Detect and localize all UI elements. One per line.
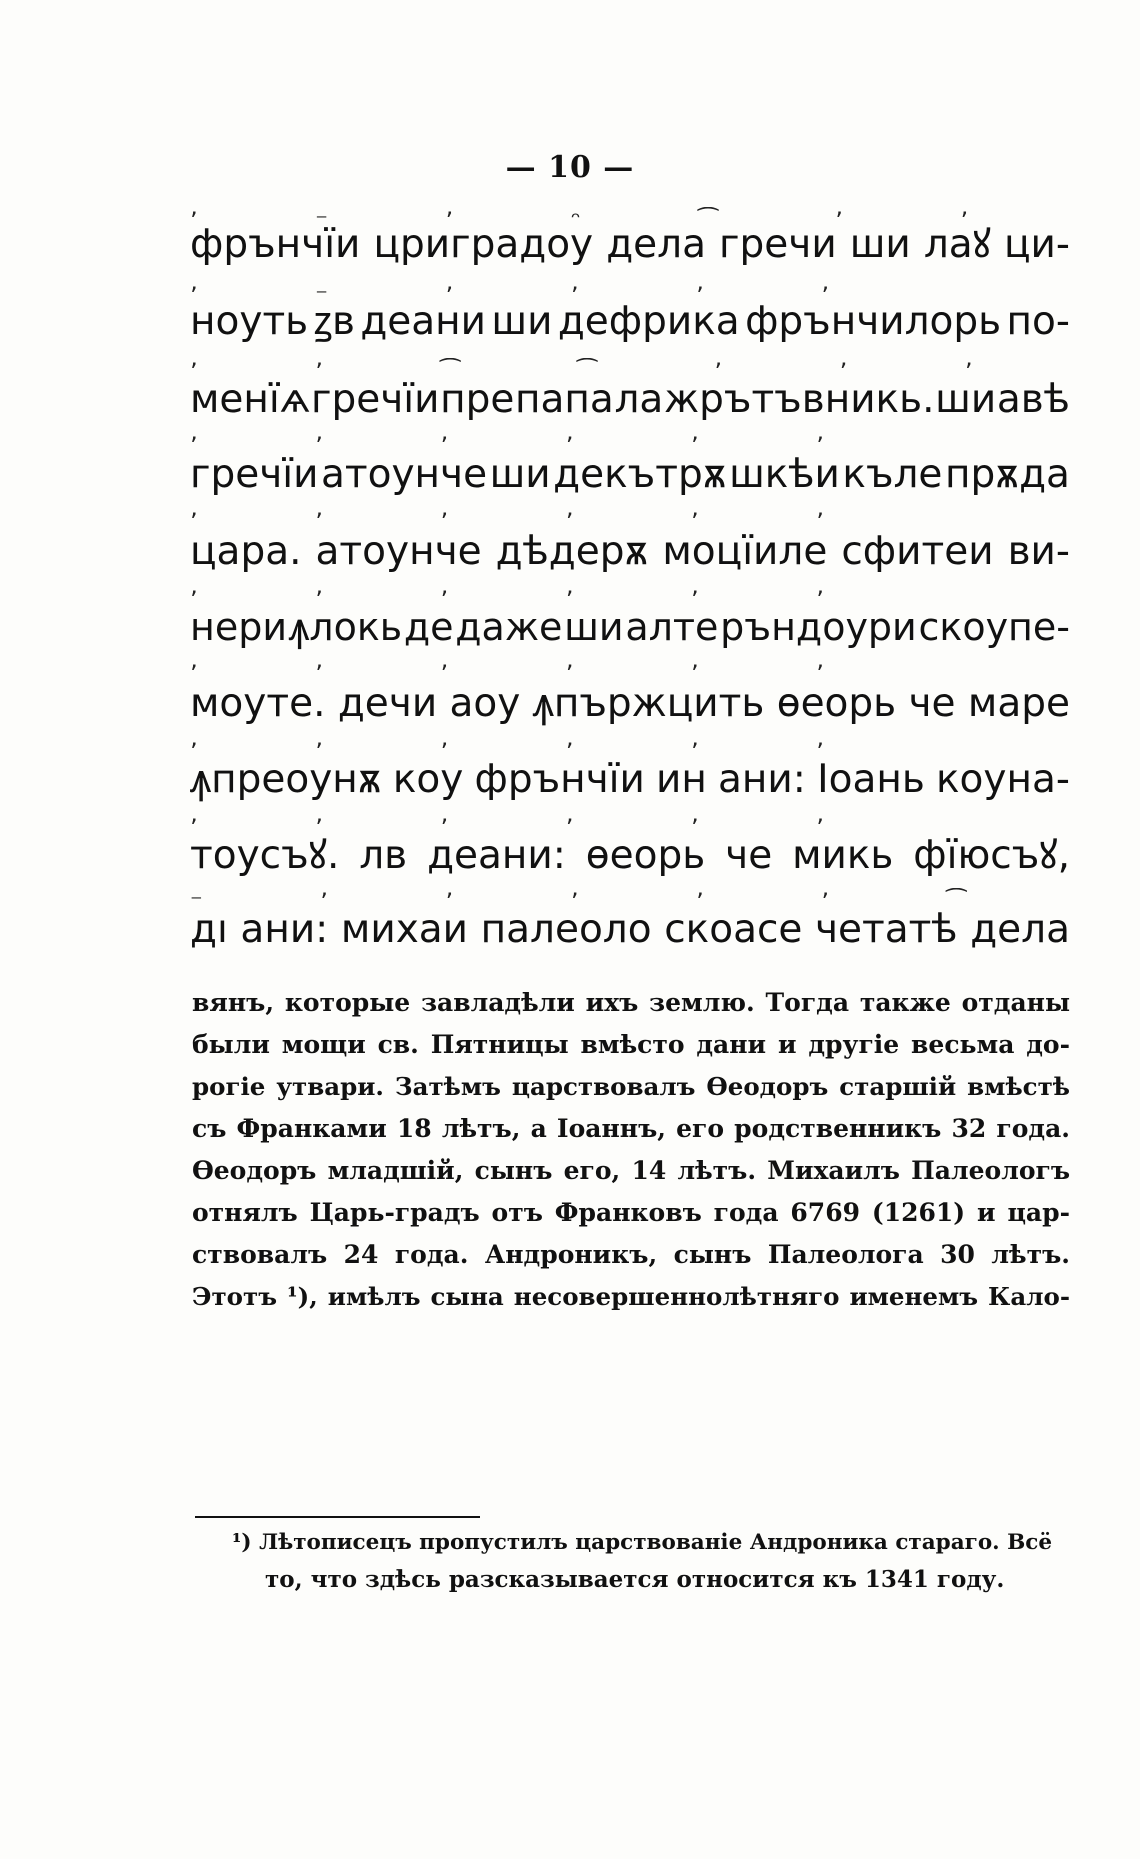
russian-line: съ Франками 18 лѣтъ, а Іоаннъ, его родственникъ 32 года. <box>192 1114 1070 1143</box>
cyrillic-line: моуте. дечи аоу ꙟпържцить ѳеорь че маре <box>190 681 1070 726</box>
cyrillic-line: менїѧ гречїи пре папа ла жрътъвникь. ши авѣ <box>190 377 1070 422</box>
accent-marks: ʼ ⁻ ʼ ᵔ ⁀ ʼ ʼ <box>190 207 1024 229</box>
cyrillic-line: ꙟпреоунѫ коу фрънчїи ин ани: Іоань коуна- <box>190 757 1070 802</box>
accent-marks: ʼ ⁻ ʼ ʼ ʼ ʼ <box>190 282 884 304</box>
cyrillic-line: нери ꙟлокь де даже ши алте ръндоури скоупе- <box>190 605 1070 649</box>
cyrillic-line: тоусъꙋ. лв деани: ѳеорь че микь фїюсъꙋ, <box>190 833 1070 878</box>
russian-line: вянъ, которые завладѣли ихъ землю. Тогда также отданы <box>192 988 1070 1017</box>
russian-line: были мощи св. Пятницы вмѣсто дани и другіе весьма до- <box>192 1030 1070 1059</box>
cyrillic-line: гречїи атоунче ши декътрѫ шкѣи къле прѫда <box>190 452 1070 497</box>
footnote-line: то, что здѣсь разсказывается относится къ 1341 году. <box>265 1566 1005 1593</box>
accent-marks: ⁻ ʼ ʼ ʼ ʼ ʼ ⁀ <box>190 888 1021 910</box>
cyrillic-line: ноуть ꙁв деани ши дефрика фрънчилорь по- <box>190 299 1070 344</box>
cyrillic-line: фрънчїи цриградоу дела гречи ши лаꙋ ци- <box>190 222 1070 267</box>
russian-line: Ѳеодоръ младшій, сынъ его, 14 лѣтъ. Михаилъ Палеологъ <box>192 1156 1070 1185</box>
accent-marks: ʼ ʼ ʼ ʼ ʼ ʼ <box>190 738 879 760</box>
footnote-line: ¹) Лѣтописецъ пропустилъ царствованіе Андроника стараго. Всё <box>232 1530 1053 1555</box>
cyrillic-line: цара. атоунче дѣдерѫ моцїиле сфитеи ви- <box>190 529 1070 574</box>
accent-marks: ʼ ʼ ⁀ ⁀ ʼ ʼ ʼ <box>190 358 1028 380</box>
page-number: — 10 — <box>505 150 635 185</box>
accent-marks: ʼ ʼ ʼ ʼ ʼ ʼ <box>190 660 879 682</box>
accent-marks: ʼ ʼ ʼ ʼ ʼ ʼ <box>190 432 879 454</box>
russian-line: отнялъ Царь-градъ отъ Франковъ года 6769 (1261) и цар- <box>192 1198 1070 1227</box>
russian-line: ствовалъ 24 года. Андроникъ, сынъ Палеолога 30 лѣтъ. <box>192 1240 1070 1269</box>
accent-marks: ʼ ʼ ʼ ʼ ʼ ʼ <box>190 586 879 608</box>
footnote-divider <box>195 1516 480 1518</box>
cyrillic-line: дı ани: михаи палеоло скоасе четатѣ дела <box>190 907 1070 952</box>
accent-marks: ʼ ʼ ʼ ʼ ʼ ʼ <box>190 508 879 530</box>
russian-line: рогіе утвари. Затѣмъ царствовалъ Ѳеодоръ старшій вмѣстѣ <box>192 1072 1070 1101</box>
russian-line: Этотъ ¹), имѣлъ сына несовершеннолѣтняго именемъ Кало- <box>192 1282 1070 1311</box>
accent-marks: ʼ ʼ ʼ ʼ ʼ ʼ <box>190 814 879 836</box>
